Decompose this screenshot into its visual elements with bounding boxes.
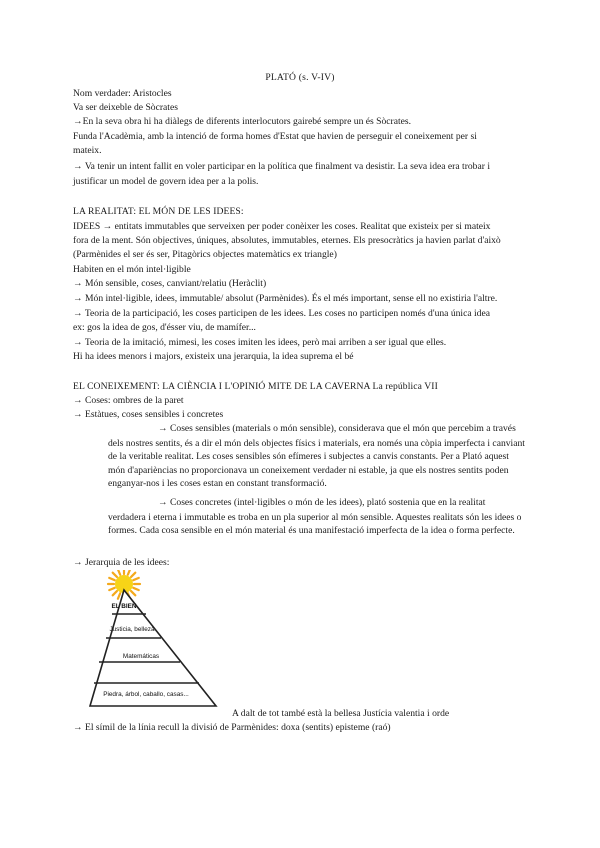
section1-line: → Món intel·ligible, idees, immutable/ absolut (Parmènides). És el més important, sense ell no existiria l'altre.: [73, 293, 498, 304]
after-pyramid-note: A dalt de tot també està la bellesa Justícia valentia i orde: [232, 708, 450, 719]
intro-line: →En la seva obra hi ha diàlegs de diferents interlocutors gairebé sempre un és Sòcrates.: [73, 116, 412, 127]
sun-ray: [109, 588, 115, 590]
ideas-pyramid-diagram: [86, 570, 220, 710]
paragraph-sensibles: dels nostres sentits, és a dir el món dels objectes físics i materials, era només una còpia imperfecta i canviant de la veritable realitat. Les coses sensibles són efímeres i subjectes a canvis constants. Per a Plató aquest món d'aparièncias no proporcionava un coneixement verdader ni estable, ja que els nostres sentits poden enganyar-nos i les coses estan en constant transformació.: [108, 438, 525, 489]
section-heading-coneixement: EL CONEIXEMENT: LA CIÈNCIA I L'OPINIÓ MITE DE LA CAVERNA La república VII: [73, 381, 438, 392]
sun-ray: [109, 578, 115, 580]
sun-ray: [131, 591, 135, 595]
section1-line: Habiten en el món intel·ligible: [73, 264, 191, 275]
pyramid-level-label: Justicia, belleza: [109, 626, 155, 633]
last-line: → El símil de la línia recull la divisió de Parmènides: doxa (sentits) episteme (raó): [73, 722, 391, 733]
section-heading-realitat: LA REALITAT: EL MÓN DE LES IDEES:: [73, 206, 244, 217]
sun-ray: [128, 570, 130, 575]
intro-line: → Va tenir un intent fallit en voler participar en la política que finalment va desistir. La seva idea era trobar i: [73, 161, 490, 172]
intro-line: Nom verdader: Aristocles: [73, 88, 172, 99]
intro-line: justificar un model de govern idea per a la polis.: [73, 176, 259, 187]
pyramid-level-label: EL BIEN: [111, 603, 137, 610]
section1-line: fora de la ment. Són objectives, úniques, absolutes, immutables, eternes. Els presocràtics ja havien parlat d'això: [73, 235, 501, 246]
section1-line: Hi ha idees menors i majors, existeix una jerarquia, la idea suprema el bé: [73, 351, 354, 362]
section1-line: (Parmènides el ser és ser, Pitagòrics objectes matemàtics ex triangle): [73, 249, 337, 260]
sun-ray: [118, 570, 120, 575]
sun-ray: [118, 593, 120, 599]
intro-line: Funda l'Acadèmia, amb la intenció de forma homes d'Estat que havien de perseguir el coneixement per si: [73, 131, 477, 142]
sun-ray: [113, 573, 117, 577]
sun-ray: [113, 591, 117, 595]
pyramid-level-label: Matemáticas: [122, 653, 160, 660]
section2-line: → Coses: ombres de la paret: [73, 395, 184, 406]
paragraph-sensibles-lead: → Coses sensibles (materials o món sensible), considerava que el món que percebim a través: [158, 423, 516, 434]
intro-line: mateix.: [73, 145, 102, 156]
paragraph-concretes: verdadera i eterna i immutable es troba en un pla superior al món sensible. Aquestes realitats són les idees o formes. Cada cosa sensible en el món material és una manifestació imperfecta de la idea o forma perfecte.: [108, 512, 522, 537]
sun-ray: [133, 578, 139, 580]
pyramid-level-label: Piedra, árbol, caballo, casas...: [103, 691, 189, 698]
sun-ray: [133, 588, 139, 590]
document-title: PLATÓ (s. V-IV): [265, 72, 335, 83]
sun-ray: [131, 573, 135, 577]
section1-line: → Teoria de la participació, les coses participen de les idees. Les coses no participen només d'una única idea: [73, 308, 490, 319]
paragraph-concretes-lead: → Coses concretes (intel·ligibles o món de les idees), plató sostenia que en la realitat: [158, 497, 486, 508]
section1-line: → Teoria de la imitació, mimesi, les coses imiten les idees, però mai arriben a ser igual que elles.: [73, 337, 447, 348]
section1-line: → Món sensible, coses, canviant/relatiu (Heràclit): [73, 278, 267, 289]
hierarchy-label: → Jerarquia de les idees:: [73, 557, 170, 568]
section1-line: IDEES → entitats immutables que serveixen per poder conèixer les coses. Realitat que existeix per si mateix: [73, 221, 491, 232]
section2-line: → Estàtues, coses sensibles i concretes: [73, 409, 224, 420]
intro-line: Va ser deixeble de Sòcrates: [73, 102, 178, 113]
section1-line: ex: gos la idea de gos, d'ésser viu, de mamífer...: [73, 322, 256, 333]
